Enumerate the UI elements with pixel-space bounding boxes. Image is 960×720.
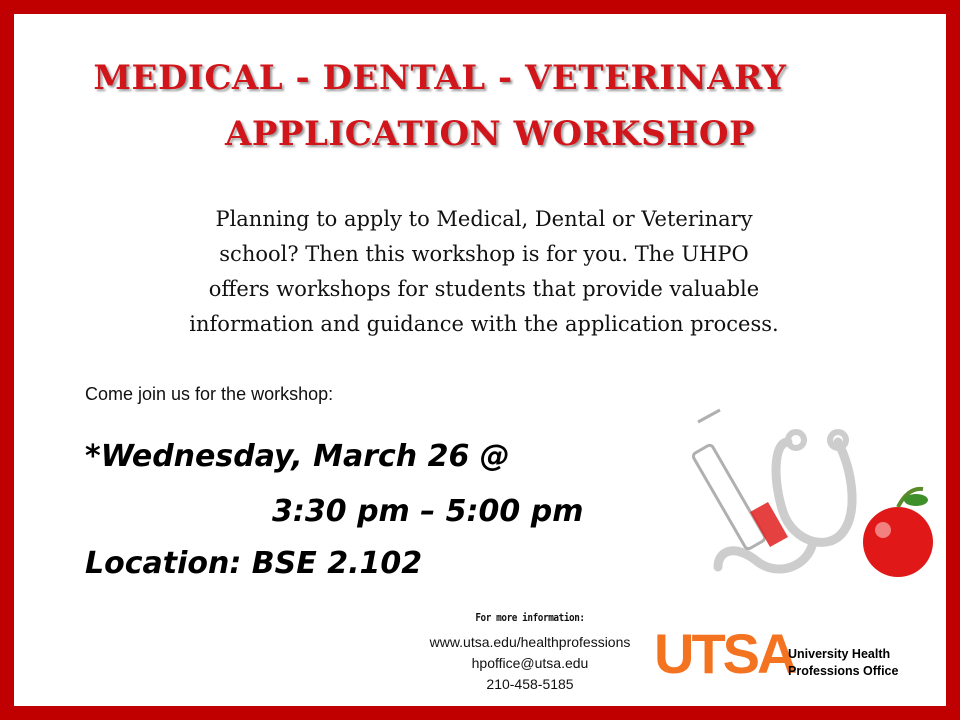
stethoscope-syringe-apple-icon	[678, 402, 948, 592]
office-name	[788, 646, 898, 680]
event-location: Location: BSE 2.102	[85, 546, 423, 581]
office-line-2: Professions Office	[788, 664, 899, 678]
event-time: 3:30 pm – 5:00 pm	[272, 494, 584, 529]
utsa-logo: UTSA	[654, 622, 795, 685]
contact-heading: For more information:	[475, 611, 585, 624]
email-link[interactable]: hpoffice@utsa.edu	[471, 655, 589, 671]
event-date: *Wednesday, March 26 @	[85, 439, 510, 474]
title-line-2: APPLICATION WORKSHOP	[224, 114, 756, 154]
office-line-1: University Health	[788, 647, 891, 661]
website-link[interactable]: www.utsa.edu/healthprofessions	[429, 634, 631, 650]
intro-line: offers workshops for students that provide valuable	[208, 277, 760, 301]
intro-paragraph	[109, 202, 859, 342]
title-line-1: MEDICAL - DENTAL - VETERINARY	[93, 58, 787, 98]
phone-number: 210-458-5185	[486, 676, 574, 692]
contact-info	[392, 611, 668, 695]
intro-line: information and guidance with the application process.	[189, 312, 779, 336]
intro-line: school? Then this workshop is for you. The UHPO	[219, 242, 749, 266]
intro-line: Planning to apply to Medical, Dental or Veterinary	[215, 207, 753, 231]
invite-text: Come join us for the workshop:	[85, 384, 334, 404]
